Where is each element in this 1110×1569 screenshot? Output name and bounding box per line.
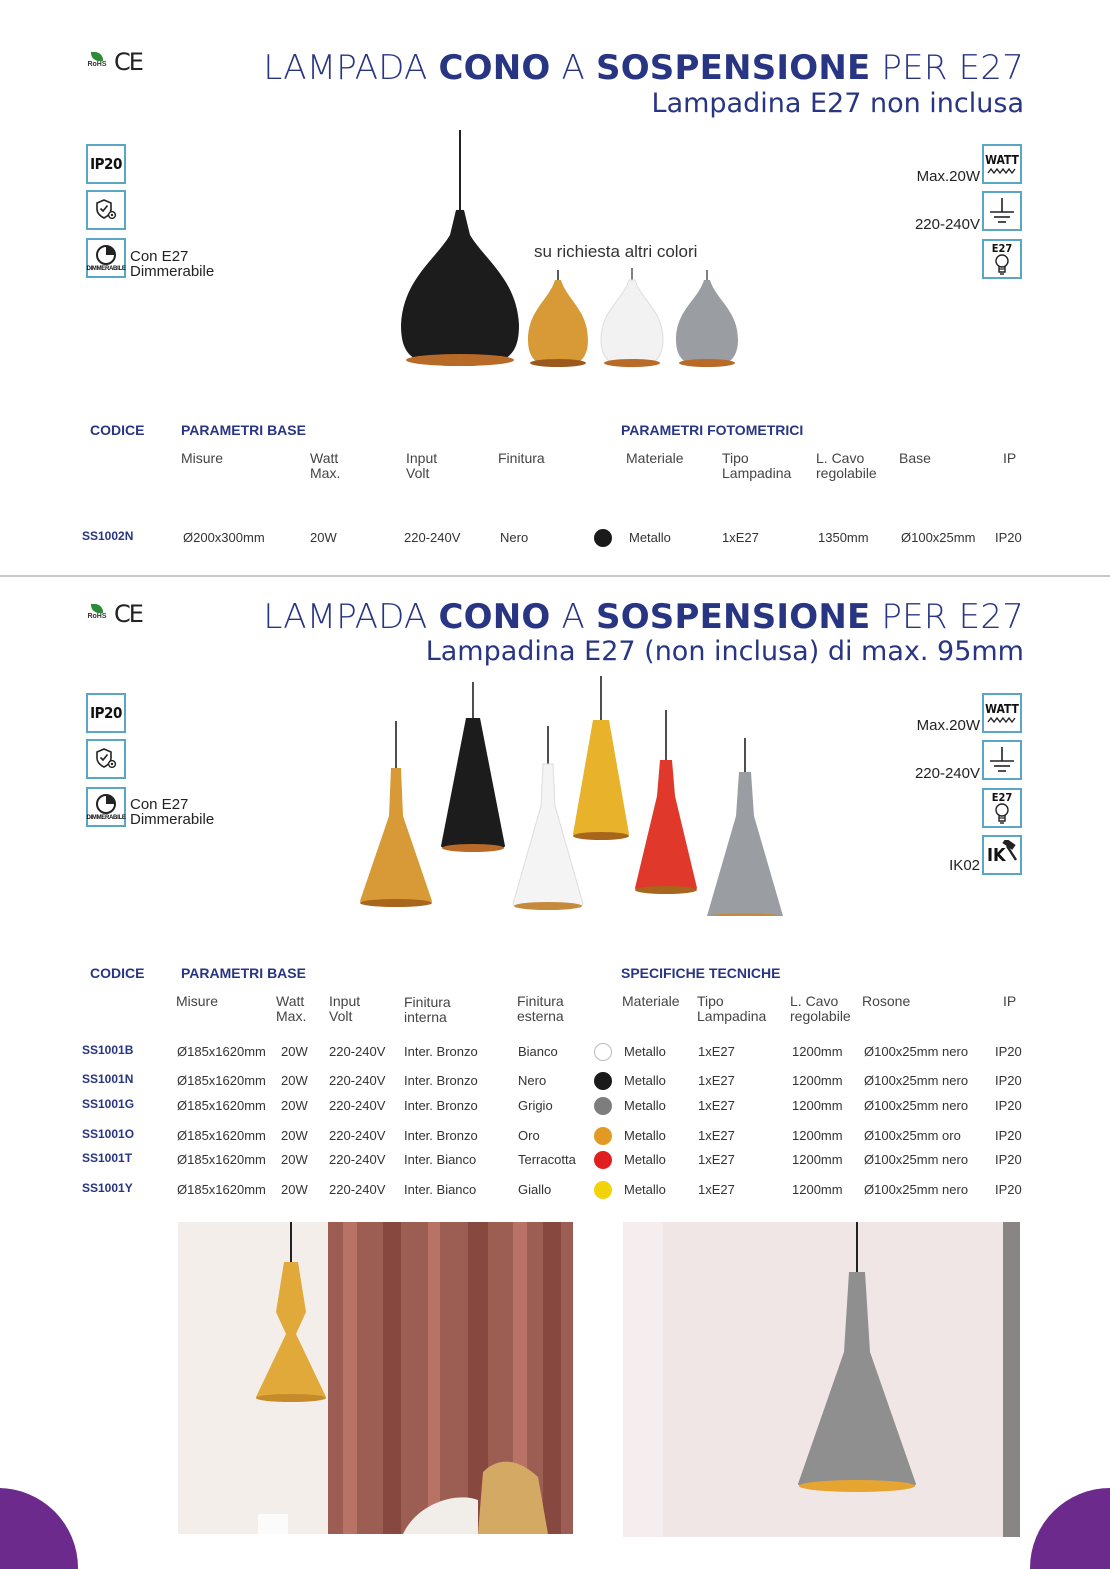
cell-interna: Inter. Bronzo	[404, 1044, 478, 1059]
photometric-header: PARAMETRI FOTOMETRICI	[621, 422, 804, 438]
other-colors-note: su richiesta altri colori	[534, 242, 698, 261]
code-header: CODICE	[90, 965, 145, 981]
cell-code: SS1001N	[82, 1072, 134, 1086]
tech-specs-header: SPECIFICHE TECNICHE	[621, 965, 781, 981]
certifications	[86, 48, 142, 76]
col-input: Input Volt	[406, 450, 438, 481]
cell-tipo: 1xE27	[698, 1128, 735, 1143]
cell-misure: Ø185x1620mm	[177, 1044, 266, 1059]
dimmable-label: Con E27 Dimmerabile	[130, 796, 215, 828]
e27-bulb-icon: E27	[982, 788, 1022, 828]
col-finitura: Finitura	[498, 450, 545, 466]
cell-code: SS1001Y	[82, 1181, 133, 1195]
cell-watt: 20W	[281, 1128, 308, 1143]
cell-volt: 220-240V	[329, 1152, 386, 1167]
safety-shield-icon	[86, 190, 126, 230]
cell-tipo: 1xE27	[698, 1044, 735, 1059]
cell-materiale: Metallo	[624, 1098, 666, 1113]
cell-watt: 20W	[281, 1044, 308, 1059]
col-tipo: Tipo Lampadina	[722, 450, 792, 481]
ik-hammer-icon: IK	[982, 835, 1022, 875]
cell-rosone: Ø100x25mm nero	[864, 1073, 969, 1088]
col-ip: IP	[1003, 993, 1017, 1009]
product-subtitle: Lampadina E27 (non inclusa) di max. 95mm	[425, 636, 1024, 667]
cell-ip: IP20	[995, 1152, 1022, 1167]
col-watt: Watt Max.	[276, 993, 307, 1024]
cell-cavo: 1200mm	[792, 1182, 843, 1197]
cell-ip: IP20	[995, 1128, 1022, 1143]
product-title: LAMPADA CONO A SOSPENSIONE PER E27	[263, 597, 1024, 637]
cell-misure: Ø185x1620mm	[177, 1182, 266, 1197]
ce-mark: CE	[114, 48, 142, 76]
product-title: LAMPADA CONO A SOSPENSIONE PER E27	[263, 48, 1024, 88]
cell-esterna: Oro	[518, 1128, 540, 1143]
product-image-cone-lamps	[355, 676, 795, 916]
cell-misure: Ø185x1620mm	[177, 1128, 266, 1143]
cell-tipo: 1xE27	[698, 1182, 735, 1197]
cell-esterna: Nero	[518, 1073, 547, 1088]
cell-materiale: Metallo	[624, 1152, 666, 1167]
dimmable-label: Con E27 Dimmerabile	[130, 248, 215, 280]
cell-rosone: Ø100x25mm oro	[864, 1128, 961, 1143]
cell-materiale: Metallo	[624, 1073, 666, 1088]
ip20-badge: IP20	[86, 693, 126, 733]
color-swatch	[594, 1072, 612, 1090]
rohs-logo: RoHS	[86, 604, 108, 624]
voltage-label: 220-240V	[914, 216, 980, 233]
base-params-header: PARAMETRI BASE	[181, 965, 306, 981]
cell-ip: IP20	[995, 1073, 1022, 1088]
rohs-logo: RoHS	[86, 52, 108, 72]
dimmable-icon: DIMMERABILE	[86, 238, 126, 278]
code-header: CODICE	[90, 422, 145, 438]
cell-interna: Inter. Bronzo	[404, 1128, 478, 1143]
col-misure: Misure	[181, 450, 224, 466]
cell-volt: 220-240V	[329, 1098, 386, 1113]
cell-volt: 220-240V	[329, 1073, 386, 1088]
table-row	[0, 1150, 1110, 1170]
certifications	[86, 600, 142, 628]
cell-materiale: Metallo	[624, 1128, 666, 1143]
cell-tipo: 1xE27	[698, 1073, 735, 1088]
cell-interna: Inter. Bronzo	[404, 1073, 478, 1088]
cell-esterna: Giallo	[518, 1182, 552, 1197]
ce-mark: CE	[114, 600, 142, 628]
table-row	[0, 1071, 1110, 1091]
ik-rating-label: IK02	[949, 857, 980, 874]
cell-volt: 220-240V	[329, 1128, 386, 1143]
cell-watt: 20W	[281, 1098, 308, 1113]
col-cavo: L. Cavo regolabile	[790, 993, 851, 1024]
color-swatch	[594, 1127, 612, 1145]
cell-interna: Inter. Bronzo	[404, 1098, 478, 1113]
col-finitura-esterna: Finitura esterna	[517, 993, 564, 1024]
cell-cavo: 1200mm	[792, 1044, 843, 1059]
cell-misure: Ø185x1620mm	[177, 1098, 266, 1113]
e27-bulb-icon: E27	[982, 239, 1022, 279]
cell-rosone: Ø100x25mm nero	[864, 1152, 969, 1167]
base-params-header: PARAMETRI BASE	[181, 422, 306, 438]
cell-cavo: 1200mm	[792, 1152, 843, 1167]
color-swatch	[594, 1097, 612, 1115]
cell-esterna: Bianco	[518, 1044, 558, 1059]
col-watt: Watt Max.	[310, 450, 341, 481]
voltage-label: 220-240V	[914, 765, 980, 782]
ip20-badge: IP20	[86, 144, 126, 184]
cell-ip: IP20	[995, 1098, 1022, 1113]
col-materiale: Materiale	[626, 450, 684, 466]
table-row	[0, 1180, 1110, 1200]
col-input: Input Volt	[329, 993, 361, 1024]
cell-interna: Inter. Bianco	[404, 1152, 477, 1167]
col-finitura-interna: Finitura interna	[404, 994, 451, 1025]
corner-decoration-left	[0, 1488, 78, 1569]
cell-code: SS1001B	[82, 1043, 134, 1057]
col-misure: Misure	[176, 993, 219, 1009]
cell-cavo: 1200mm	[792, 1073, 843, 1088]
cell-rosone: Ø100x25mm nero	[864, 1182, 969, 1197]
color-swatch	[594, 1043, 612, 1061]
max-watt-label: Max.20W	[916, 717, 980, 734]
cell-interna: Inter. Bianco	[404, 1182, 477, 1197]
col-cavo: L. Cavo regolabile	[816, 450, 877, 481]
cell-code: SS1001T	[82, 1151, 133, 1165]
cell-tipo: 1xE27	[698, 1152, 735, 1167]
color-swatch	[594, 1181, 612, 1199]
max-watt-label: Max.20W	[916, 168, 980, 185]
cell-volt: 220-240V	[329, 1044, 386, 1059]
safety-shield-icon	[86, 739, 126, 779]
cell-materiale: Metallo	[624, 1044, 666, 1059]
dimmable-icon: DIMMERABILE	[86, 787, 126, 827]
lifestyle-photo-grey	[623, 1222, 1020, 1537]
col-tipo: Tipo Lampadina	[697, 993, 767, 1024]
cell-tipo: 1xE27	[698, 1098, 735, 1113]
cell-code: SS1001O	[82, 1127, 135, 1141]
watt-icon: WATT	[982, 144, 1022, 184]
cell-cavo: 1200mm	[792, 1098, 843, 1113]
cell-rosone: Ø100x25mm nero	[864, 1098, 969, 1113]
cell-ip: IP20	[995, 1182, 1022, 1197]
cell-watt: 20W	[281, 1073, 308, 1088]
cell-esterna: Grigio	[518, 1098, 553, 1113]
watt-icon: WATT	[982, 693, 1022, 733]
cell-watt: 20W	[281, 1182, 308, 1197]
cell-volt: 220-240V	[329, 1182, 386, 1197]
product-subtitle: Lampadina E27 non inclusa	[651, 88, 1024, 119]
col-materiale: Materiale	[622, 993, 680, 1009]
cell-misure: Ø185x1620mm	[177, 1073, 266, 1088]
cell-misure: Ø185x1620mm	[177, 1152, 266, 1167]
table-row: SS1002N Ø200x300mm 20W 220-240V Nero Metallo 1xE27 1350mm Ø100x25mm IP20	[82, 529, 1022, 545]
color-swatch	[594, 529, 612, 547]
section-divider	[0, 575, 1110, 577]
col-base: Base	[899, 450, 931, 466]
col-ip: IP	[1003, 450, 1017, 466]
corner-decoration-right	[1030, 1488, 1110, 1569]
color-swatch	[594, 1151, 612, 1169]
cell-cavo: 1200mm	[792, 1128, 843, 1143]
table-row	[0, 1126, 1110, 1146]
ground-icon	[982, 740, 1022, 780]
table-row	[0, 1042, 1110, 1062]
cell-materiale: Metallo	[624, 1182, 666, 1197]
lifestyle-photo-yellow	[178, 1222, 573, 1534]
table-row	[0, 1096, 1110, 1116]
cell-code: SS1001G	[82, 1097, 135, 1111]
cell-ip: IP20	[995, 1044, 1022, 1059]
ground-icon	[982, 191, 1022, 231]
cell-esterna: Terracotta	[518, 1152, 576, 1167]
col-rosone: Rosone	[862, 993, 911, 1009]
cell-watt: 20W	[281, 1152, 308, 1167]
cell-rosone: Ø100x25mm nero	[864, 1044, 969, 1059]
